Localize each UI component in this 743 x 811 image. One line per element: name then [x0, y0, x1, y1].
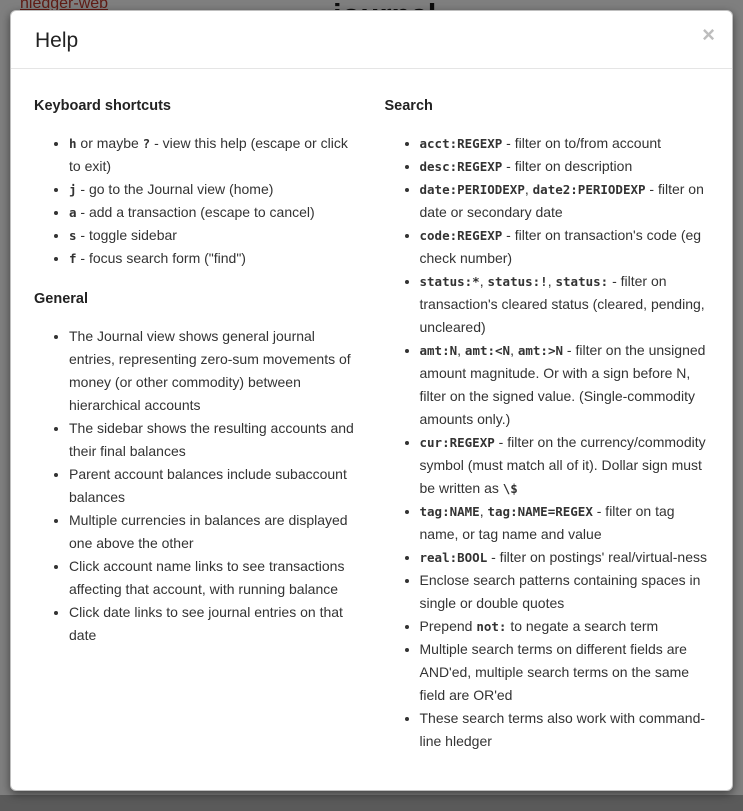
section-heading: General [34, 291, 88, 308]
code-term: amt:N [419, 343, 458, 359]
code-term: f [69, 251, 77, 267]
list-item: • Prepend not: to negate a search term [420, 615, 710, 638]
list-item: • Multiple search terms on different fields are AND'ed, multiple search terms on the same field are OR'ed [420, 638, 710, 707]
list-item: • Click date links to see journal entries on that date [69, 601, 359, 647]
close-icon[interactable]: × [702, 22, 715, 47]
list-item: • date:PERIODEXP, date2:PERIODEXP - filter on date or secondary date [420, 178, 710, 224]
code-term: h [69, 136, 77, 152]
code-term: a [69, 205, 77, 221]
code-term: s [69, 228, 77, 244]
list-item: • These search terms also work with command-line hledger [420, 707, 710, 753]
list-item: • Parent account balances include subaccount balances [69, 463, 359, 509]
code-term: tag:NAME [419, 504, 480, 520]
code-term: desc:REGEXP [419, 159, 503, 175]
code-term: status:! [487, 274, 548, 290]
list-item: • Click account name links to see transactions affecting that account, with running balance [69, 555, 359, 601]
list-item: • j - go to the Journal view (home) [69, 178, 359, 201]
code-term: date2:PERIODEXP [532, 182, 646, 198]
help-modal [10, 10, 733, 791]
help-list [385, 132, 710, 753]
help-list [34, 325, 359, 647]
list-item: • The Journal view shows general journal entries, representing zero-sum movements of money (or other commodity) between hierarchical accounts [69, 325, 359, 417]
list-item: • amt:N, amt:<N, amt:>N - filter on the unsigned amount magnitude. Or with a sign before N, filter on the signed value. (Single-commodity amounts only.) [420, 339, 710, 431]
code-term: ? [142, 136, 151, 152]
list-item: • acct:REGEXP - filter on to/from account [420, 132, 710, 155]
modal-body [11, 69, 732, 791]
code-term: not: [476, 619, 507, 635]
code-term: date:PERIODEXP [419, 182, 525, 198]
section-heading: Search [384, 98, 433, 115]
list-item: • cur:REGEXP - filter on the currency/commodity symbol (must match all of it). Dollar sign must be written as \$ [420, 431, 710, 500]
code-term: amt:>N [517, 343, 564, 359]
code-term: \$ [502, 481, 518, 497]
list-item: • h or maybe ? - view this help (escape or click to exit) [69, 132, 359, 178]
code-term: tag:NAME=REGEX [487, 504, 593, 520]
list-item: • status:*, status:!, status: - filter on transaction's cleared status (cleared, pending, uncleared) [420, 270, 710, 339]
section-heading: Keyboard shortcuts [34, 98, 171, 115]
list-item: • Multiple currencies in balances are displayed one above the other [69, 509, 359, 555]
help-column-left [34, 87, 359, 665]
code-term: cur:REGEXP [419, 435, 495, 451]
list-item: • s - toggle sidebar [69, 224, 359, 247]
list-item: • tag:NAME, tag:NAME=REGEX - filter on tag name, or tag name and value [420, 500, 710, 546]
list-item: • f - focus search form ("find") [69, 247, 359, 270]
code-term: status: [555, 274, 609, 290]
list-item: • desc:REGEXP - filter on description [420, 155, 710, 178]
code-term: acct:REGEXP [419, 136, 503, 152]
code-term: code:REGEXP [419, 228, 503, 244]
modal-header [11, 11, 732, 69]
modal-title: Help [35, 29, 79, 52]
help-column-right [385, 87, 710, 771]
list-item: • Enclose search patterns containing spaces in single or double quotes [420, 569, 710, 615]
code-term: amt:<N [464, 343, 511, 359]
list-item: • The sidebar shows the resulting accounts and their final balances [69, 417, 359, 463]
list-item: • real:BOOL - filter on postings' real/virtual-ness [420, 546, 710, 569]
code-term: j [69, 182, 77, 198]
code-term: real:BOOL [419, 550, 488, 566]
help-list [34, 132, 359, 270]
list-item: • a - add a transaction (escape to cancel) [69, 201, 359, 224]
list-item: • code:REGEXP - filter on transaction's code (eg check number) [420, 224, 710, 270]
code-term: status:* [419, 274, 480, 290]
